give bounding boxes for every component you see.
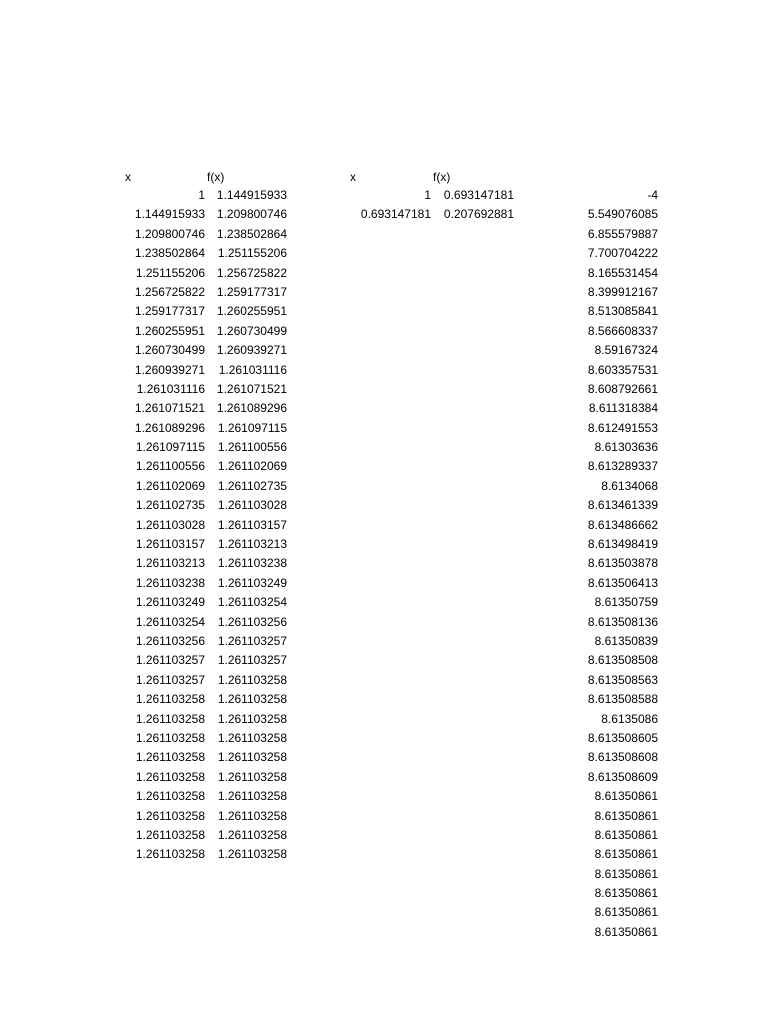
cell: 8.399912167 [587, 284, 658, 299]
cell: 1.261103256 [135, 633, 205, 648]
cell: 1.261103257 [135, 653, 205, 668]
cell: 1.260255951 [134, 323, 205, 338]
cell: 8.613289337 [587, 459, 658, 474]
cell: 1.261097115 [217, 420, 287, 435]
cell: 0.693147181 [360, 207, 431, 222]
cell: 5.549076085 [587, 207, 658, 222]
cell: 1 [424, 188, 431, 202]
cell: 1.261103258 [135, 827, 205, 842]
cell: 8.608792661 [587, 381, 658, 396]
cell: 1.259177317 [134, 304, 205, 319]
cell: 8.61350861 [594, 905, 658, 920]
cell: 1.261103258 [217, 730, 287, 745]
cell: 1.261103258 [135, 692, 205, 707]
cell: 1.261103257 [217, 653, 287, 668]
cell: 1.209800746 [134, 226, 205, 241]
cell: 8.611318384 [588, 401, 658, 416]
cell: 1.261102069 [135, 478, 205, 493]
cell: 1 [198, 188, 205, 202]
cell: 8.61350839 [594, 633, 658, 648]
cell: 8.613508605 [587, 730, 658, 745]
cell: 8.566608337 [587, 323, 658, 338]
cell: 1.261103213 [217, 537, 287, 552]
cell: 1.261103258 [217, 789, 287, 804]
cell: 8.603357531 [587, 362, 658, 377]
cell: 8.61350861 [594, 808, 658, 823]
cell: 1.261103258 [217, 827, 287, 842]
cell: 1.261103254 [217, 595, 287, 610]
table1-header-x: x [125, 170, 131, 184]
cell: 1.261103257 [217, 633, 287, 648]
cell: 1.261097115 [135, 440, 205, 455]
cell: 1.261103249 [135, 595, 205, 610]
table1-fx-column [205, 186, 287, 865]
cell: 8.61350861 [594, 924, 658, 939]
cell: 0.693147181 [443, 188, 514, 202]
cell: 1.261103254 [135, 614, 205, 629]
cell: 1.261103157 [217, 517, 287, 532]
cell: 8.612491553 [587, 420, 658, 435]
cell: 1.261102735 [217, 478, 287, 493]
cell: 1.261031116 [136, 381, 205, 396]
cell: 1.261103258 [135, 808, 205, 823]
table1-x-column [120, 186, 205, 865]
cell: 1.261103258 [217, 769, 287, 784]
cell: 1.261103256 [217, 614, 287, 629]
cell: 1.260939271 [216, 343, 287, 358]
cell: 8.613508608 [587, 750, 658, 765]
cell: 1.256725822 [134, 284, 205, 299]
cell: 1.261102735 [135, 498, 205, 513]
cell: 1.261103257 [135, 672, 205, 687]
cell: 1.260730499 [216, 323, 287, 338]
cell: 1.238502864 [134, 246, 205, 261]
table1-header-fx: f(x) [207, 170, 225, 184]
cell: 1.261103258 [135, 789, 205, 804]
cell: 8.61303636 [594, 440, 658, 455]
cell: 1.261089296 [216, 401, 287, 416]
cell: 1.238502864 [216, 226, 287, 241]
cell: 8.613506413 [587, 575, 658, 590]
cell: 1.259177317 [216, 284, 287, 299]
cell: 8.6134068 [601, 478, 658, 493]
cell: 8.613508588 [587, 692, 658, 707]
cell: 1.261103258 [217, 847, 287, 862]
cell: 1.261089296 [134, 420, 205, 435]
cell: 1.261103213 [135, 556, 205, 571]
table2-header-fx: f(x) [433, 170, 451, 184]
cell: 1.261071521 [134, 401, 205, 416]
cell: 1.261103258 [217, 692, 287, 707]
cell: -4 [647, 188, 658, 202]
cell: 0.207692881 [443, 207, 514, 222]
cell: 1.261100556 [135, 459, 205, 474]
cell: 1.261102069 [217, 459, 287, 474]
cell: 6.855579887 [587, 226, 658, 241]
cell: 1.251155206 [135, 265, 205, 280]
cell: 1.256725822 [216, 265, 287, 280]
cell: 7.700704222 [587, 246, 658, 261]
cell: 1.261103258 [135, 769, 205, 784]
cell: 1.261103258 [135, 750, 205, 765]
cell: 1.260255951 [216, 304, 287, 319]
table2-fx-column [431, 186, 514, 225]
cell: 8.61350861 [594, 789, 658, 804]
cell: 1.260939271 [134, 362, 205, 377]
cell: 8.613508508 [587, 653, 658, 668]
cell: 8.59167324 [594, 343, 658, 358]
cell: 1.261103258 [217, 750, 287, 765]
cell: 1.261071521 [216, 381, 287, 396]
cell: 1.261103258 [217, 672, 287, 687]
cell: 1.261103238 [217, 556, 287, 571]
value-column [560, 186, 658, 942]
cell: 1.209800746 [216, 207, 287, 222]
cell: 1.261103157 [135, 537, 205, 552]
table2-header-x: x [350, 170, 356, 184]
table2-x-column [345, 186, 431, 225]
cell: 1.251155206 [217, 246, 287, 261]
cell: 1.261103249 [217, 575, 287, 590]
cell: 1.261103238 [135, 575, 205, 590]
cell: 1.144915933 [216, 188, 287, 202]
cell: 1.261103028 [217, 498, 287, 513]
cell: 1.261103258 [217, 808, 287, 823]
cell: 8.613503878 [587, 556, 658, 571]
cell: 8.6135086 [601, 711, 658, 726]
cell: 8.165531454 [587, 265, 658, 280]
cell: 1.261031116 [218, 362, 287, 377]
cell: 8.613461339 [587, 498, 658, 513]
cell: 8.61350861 [594, 886, 658, 901]
cell: 8.61350861 [594, 847, 658, 862]
cell: 8.61350861 [594, 827, 658, 842]
cell: 1.261103258 [217, 711, 287, 726]
cell: 8.613508563 [587, 672, 658, 687]
cell: 1.261100556 [217, 440, 287, 455]
cell: 1.261103028 [135, 517, 205, 532]
cell: 1.260730499 [134, 343, 205, 358]
cell: 8.613508136 [587, 614, 658, 629]
cell: 1.261103258 [135, 847, 205, 862]
cell: 8.613498419 [587, 537, 658, 552]
cell: 1.144915933 [134, 207, 205, 222]
cell: 8.613508609 [587, 769, 658, 784]
cell: 1.261103258 [135, 730, 205, 745]
cell: 1.261103258 [135, 711, 205, 726]
cell: 8.61350861 [594, 866, 658, 881]
cell: 8.613486662 [587, 517, 658, 532]
cell: 8.61350759 [594, 595, 658, 610]
cell: 8.513085841 [587, 304, 658, 319]
